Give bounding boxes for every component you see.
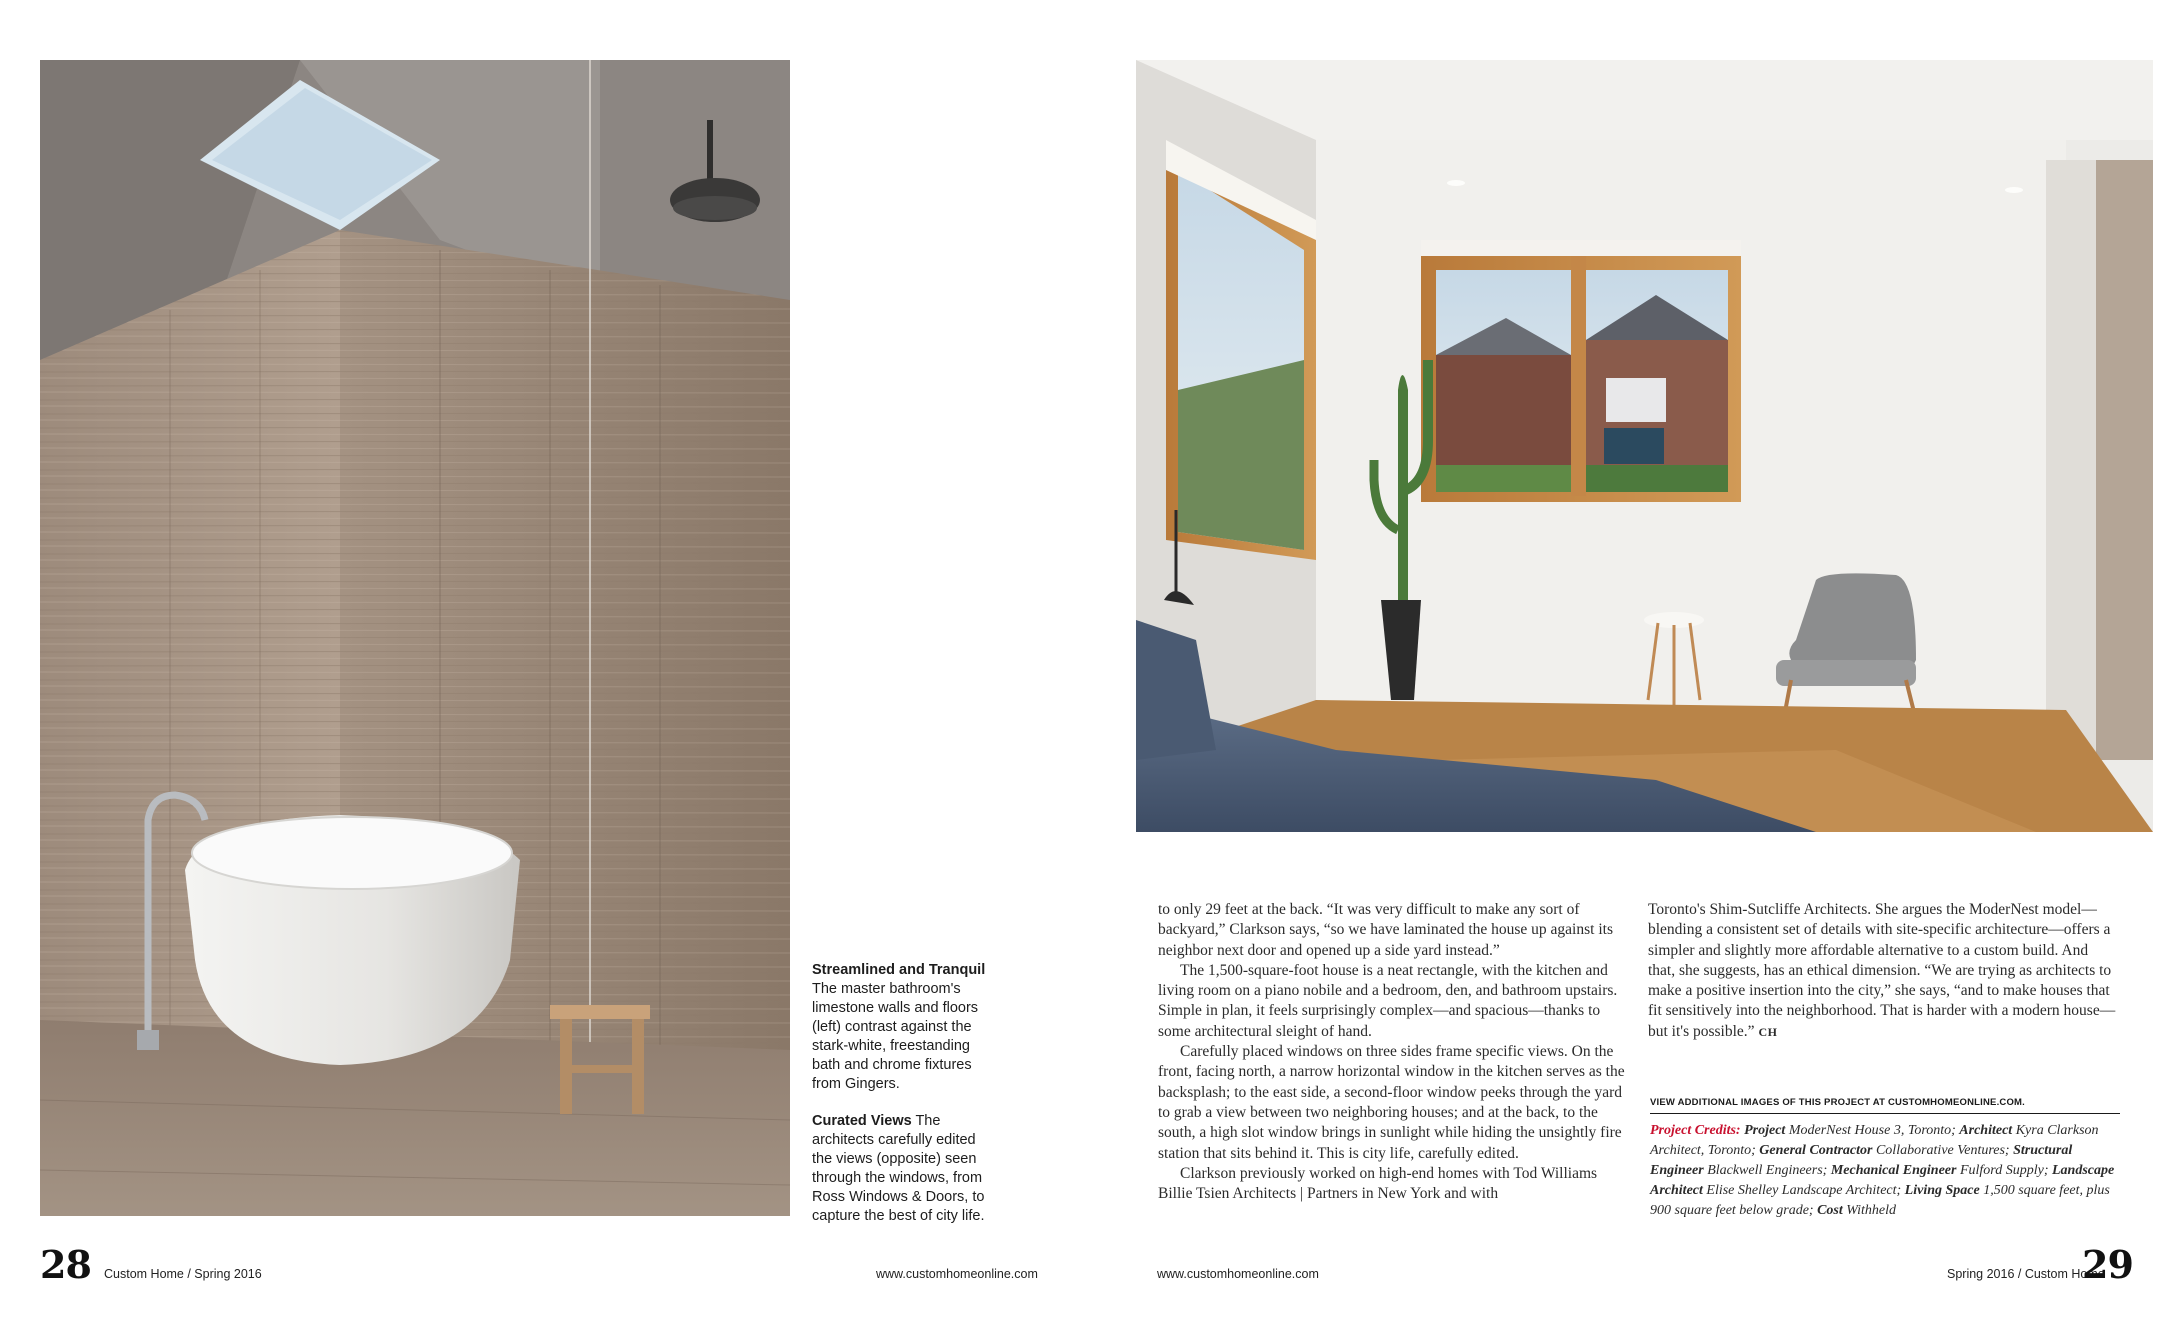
bathroom-photo — [40, 60, 790, 1216]
view-more-link[interactable]: VIEW ADDITIONAL IMAGES OF THIS PROJECT AT CUSTOMHOMEONLINE.COM. — [1650, 1097, 2120, 1114]
article-paragraph: The 1,500-square-foot house is a neat rectangle, with the kitchen and living room on a piano nobile and a bedroom, den, and bathroom upstairs. Simple in plan, it feels surprisingly complex—and spacious—thanks to some architectural sleight of hand. — [1158, 961, 1618, 1040]
credit-key: Structural Engineer — [1650, 1143, 2073, 1178]
footer-url-right[interactable]: www.customhomeonline.com — [1157, 1267, 1319, 1281]
credit-value: 1,500 square feet, plus 900 square feet below grade; — [1650, 1183, 2110, 1218]
article-column-1 — [1158, 900, 1628, 1204]
caption-body: The master bathroom's limestone walls and floors (left) contrast against the stark-white, freestanding bath and chrome fixtures from Gingers. — [812, 981, 979, 1092]
article-paragraph: Clarkson previously worked on high-end homes with Tod Williams Billie Tsien Architects | Partners in New York and with — [1158, 1164, 1598, 1203]
credit-value: ModerNest House 3, Toronto; — [1788, 1123, 1956, 1138]
credit-value: Withheld — [1846, 1203, 1897, 1218]
credit-key: Project — [1744, 1123, 1786, 1138]
caption-heading: Streamlined and Tranquil — [812, 962, 986, 978]
footer-magazine-right: Spring 2016 / Custom Home — [1947, 1267, 2105, 1281]
bedroom-photo — [1136, 60, 2153, 832]
project-credits — [1650, 1121, 2125, 1221]
credit-value: Elise Shelley Landscape Architect; — [1706, 1183, 1902, 1198]
article-paragraph-text: Toronto's Shim-Sutcliffe Architects. She argues the ModerNest model—blending a consistent set of details with site-specific architecture—offers a simpler and slightly more affordable alternative to a custom build. And that, she suggests, has an ethical dimension. “We are trying as architects to make a positive insertion into the city,” she says, “and to make houses that fit sensitively into the neighborhood. That is harder with a modern house—but it's possible.” — [1648, 901, 2116, 1040]
article-column-2 — [1648, 900, 2118, 1042]
end-mark: CH — [1758, 1024, 1778, 1039]
credits-label: Project Credits: — [1650, 1123, 1741, 1138]
credit-key: Architect — [1959, 1123, 2013, 1138]
article-paragraph: Carefully placed windows on three sides frame specific views. On the front, facing north, a narrow horizontal window in the kitchen serves as the backsplash; to the east side, a second-floor window peeks through the yard to grab a view between two neighboring houses; and at the back, to the south, a high slot window brings in sunlight while hiding the unsightly fire station that sits behind it. This is city life, carefully edited. — [1158, 1043, 1625, 1162]
credit-value: Kyra Clarkson Architect, Toronto; — [1650, 1123, 2099, 1158]
footer-url-left[interactable]: www.customhomeonline.com — [876, 1267, 1038, 1281]
photo-caption-bathroom — [812, 961, 992, 1094]
credit-key: Living Space — [1904, 1183, 1980, 1198]
credit-key: Landscape Architect — [1650, 1163, 2115, 1198]
article-paragraph: to only 29 feet at the back. “It was very difficult to make any sort of backyard,” Clarkson says, “so we have laminated the house up against its neighbor next door and opened up a side yard instead.” — [1158, 901, 1613, 959]
photo-caption-views — [812, 1112, 992, 1226]
credit-key: Mechanical Engineer — [1830, 1163, 1957, 1178]
credit-value: Collaborative Ventures; — [1875, 1143, 2010, 1158]
credit-key: General Contractor — [1759, 1143, 1873, 1158]
credit-value: Blackwell Engineers; — [1707, 1163, 1828, 1178]
page-number-left: 28 — [40, 1242, 91, 1287]
credit-key: Cost — [1817, 1203, 1843, 1218]
caption-heading: Curated Views — [812, 1113, 912, 1129]
page-number-right: 29 — [2082, 1242, 2133, 1287]
footer-magazine-left: Custom Home / Spring 2016 — [104, 1267, 262, 1281]
credit-value: Fulford Supply; — [1959, 1163, 2049, 1178]
article-paragraph — [1648, 900, 2118, 1042]
caption-body: The architects carefully edited the views (opposite) seen through the windows, from Ross Windows & Doors, to capture the best of city life. — [812, 1113, 985, 1224]
